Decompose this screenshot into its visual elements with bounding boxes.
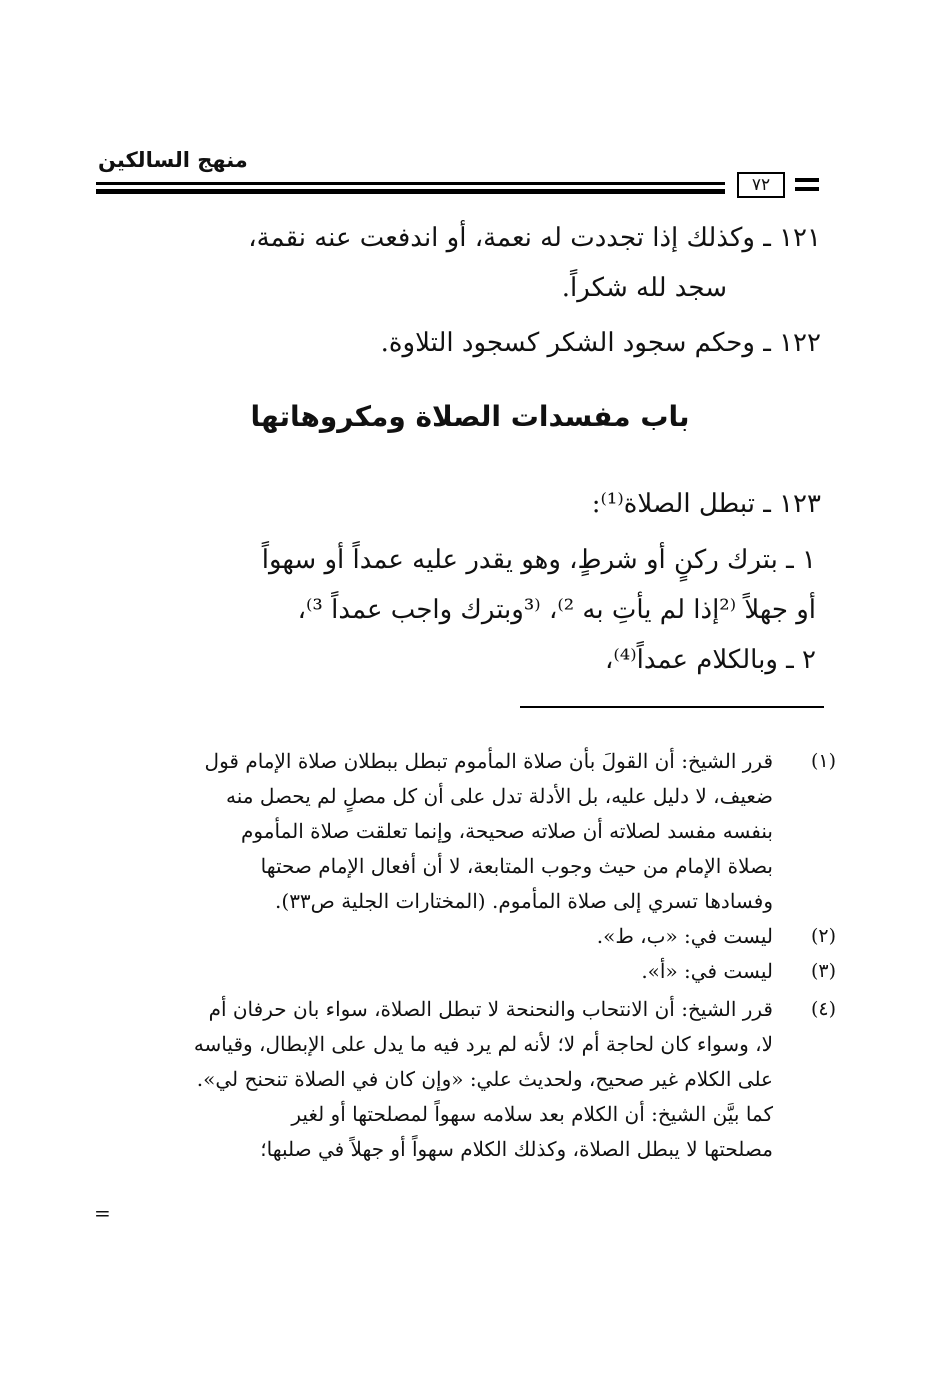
page-number: ٧٢ bbox=[737, 172, 785, 198]
header-ornament-bottom bbox=[795, 187, 819, 191]
footnote-4-line-4: كما بيَّن الشيخ: أن الكلام بعد سلامه سهواً لمصلحتها أو لغير bbox=[291, 1102, 773, 1126]
footnote-number-3: (٣) bbox=[810, 960, 836, 982]
footnote-number-4: (٤) bbox=[810, 998, 836, 1020]
item-123-point-1-line-2: أو جهلاً ⁽²إذا لم يأتِ به ²⁾، ⁽³وبترك واجب عمداً ³⁾، bbox=[297, 595, 816, 625]
header-ornament-top bbox=[795, 178, 819, 182]
section-heading: باب مفسدات الصلاة ومكروهاتها bbox=[250, 400, 690, 433]
footnote-2: ليست في: «ب، ط». bbox=[596, 924, 773, 948]
footnote-number-2: (٢) bbox=[810, 925, 836, 947]
footnote-1-line-2: ضعيف، لا دليل عليه، بل الأدلة تدل على أن كل مصلٍ لم يحصل منه bbox=[225, 784, 773, 808]
item-122: ١٢٢ ـ وحكم سجود الشكر كسجود التلاوة. bbox=[380, 328, 821, 358]
footnote-1-line-3: بنفسه مفسد لصلاته أن صلاته صحيحة، وإنما تعلقت صلاة المأموم bbox=[241, 819, 773, 843]
item-121-line-2: سجد لله شكراً. bbox=[561, 273, 727, 303]
footnote-1-line-4: بصلاة الإمام من حيث وجوب المتابعة، لا أن أفعال الإمام صحتها bbox=[260, 854, 773, 878]
header-rule-top bbox=[96, 182, 725, 185]
footnote-4-line-2: لا، وسواء كان لحاجة أم لا؛ لأنه لم يرد فيه ما يدل على الإبطال، وقياسه bbox=[193, 1032, 773, 1056]
footnote-3: ليست في: «أ». bbox=[641, 959, 773, 983]
footnote-separator bbox=[520, 706, 824, 708]
item-123-point-2: ٢ ـ وبالكلام عمداً⁽⁴⁾، bbox=[604, 645, 816, 675]
continuation-mark: = bbox=[94, 1201, 111, 1225]
running-book-title: منهج السالكين bbox=[98, 148, 248, 172]
footnote-1-line-5: وفسادها تسري إلى صلاة المأموم. (المختارات الجلية ص٣٣). bbox=[275, 889, 773, 913]
footnote-4-line-1: قرر الشيخ: أن الانتحاب والنحنحة لا تبطل الصلاة، سواء بان حرفان أم bbox=[208, 997, 773, 1021]
item-123-point-1-line-1: ١ ـ بترك ركنٍ أو شرطٍ، وهو يقدر عليه عمداً أو سهواً bbox=[261, 545, 816, 575]
footnote-4-line-5: مصلحتها لا يبطل الصلاة، وكذلك الكلام سهواً أو جهلاً في صلبها؛ bbox=[260, 1137, 773, 1161]
header-rule-bottom bbox=[96, 189, 725, 194]
item-123: ١٢٣ ـ تبطل الصلاة⁽¹⁾: bbox=[591, 489, 821, 519]
footnote-1-line-1: قرر الشيخ: أن القولَ بأن صلاة المأموم تبطل ببطلان صلاة الإمام قول bbox=[204, 749, 773, 773]
item-121-line-1: ١٢١ ـ وكذلك إذا تجددت له نعمة، أو اندفعت عنه نقمة، bbox=[248, 223, 821, 253]
footnote-4-line-3: على الكلام غير صحيح، ولحديث علي: «وإن كان في الصلاة تنحنح لي». bbox=[196, 1067, 773, 1091]
footnote-number-1: (١) bbox=[810, 750, 836, 772]
